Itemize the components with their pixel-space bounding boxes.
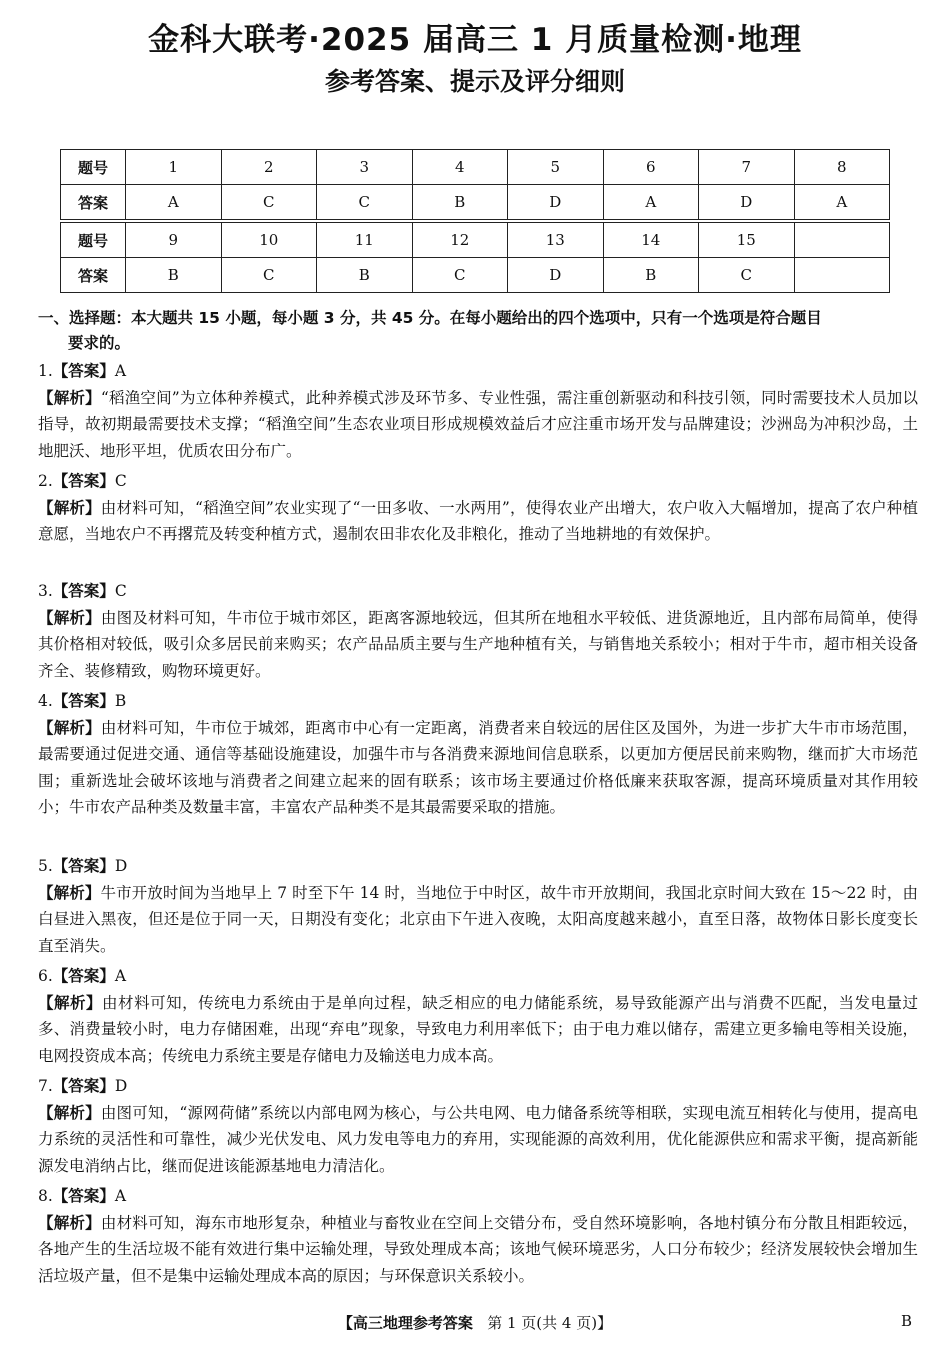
table-cell: A bbox=[126, 185, 222, 222]
answer-line bbox=[38, 963, 918, 990]
document-subtitle: 参考答案、提示及评分细则 bbox=[324, 67, 625, 96]
answer-value: D bbox=[114, 1077, 128, 1095]
question-block bbox=[38, 468, 918, 548]
row-label: 题号 bbox=[61, 150, 126, 185]
section-heading-line: 一、选择题：本大题共 15 小题，每小题 3 分，共 45 分。在每小题给出的四个选项中，只有一个选项是符合题目 bbox=[38, 309, 822, 327]
explanation bbox=[38, 385, 918, 465]
table-cell: A bbox=[794, 185, 890, 222]
answer-tag: 【答案】 bbox=[52, 857, 115, 875]
answer-line bbox=[38, 578, 918, 605]
question-number: 8. bbox=[38, 1187, 53, 1205]
explanation-text: 由材料可知，牛市位于城郊，距离市中心有一定距离，消费者来自较远的居住区及国外，为进一步扩大牛市市场范围，最需要通过促进交通、通信等基础设施建设，加强牛市与各消费来源地间信息联系，以更加方便居民前来购物，继而扩大市场范围；重新选址会破坏该地与消费者之间建立起来的固有联系；该市场主要通过价格低廉来获取客源，提高环境质量对其作用较小；牛市农产品种类及数量丰富，丰富农产品种类不是其最需要采取的措施。 bbox=[38, 718, 918, 816]
table-cell: B bbox=[126, 258, 222, 293]
table-cell: 6 bbox=[603, 150, 699, 185]
table-cell: 15 bbox=[699, 221, 795, 258]
question-number: 2. bbox=[38, 472, 53, 490]
table-cell: 12 bbox=[412, 221, 508, 258]
table-cell: 9 bbox=[126, 221, 222, 258]
answer-tag: 【答案】 bbox=[52, 692, 115, 710]
table-cell: B bbox=[412, 185, 508, 222]
explain-tag: 【解析】 bbox=[38, 1213, 101, 1232]
answer-value: A bbox=[114, 967, 127, 985]
answer-tag: 【答案】 bbox=[52, 362, 115, 380]
explanation bbox=[38, 715, 918, 821]
table-cell: C bbox=[317, 185, 413, 222]
explanation-text: 由图及材料可知，牛市位于城市郊区，距离客源地较远，但其所在地租水平较低、进货源地近，且内部布局简单，使得其价格相对较低，吸引众多居民前来购买；农产品品质主要与生产地种植有关，与销售地关系较小；相对于牛市，超市相关设备齐全、装修精致，购物环境更好。 bbox=[38, 608, 918, 680]
explanation bbox=[38, 495, 918, 548]
answer-tag: 【答案】 bbox=[52, 582, 115, 600]
explain-tag: 【解析】 bbox=[38, 388, 101, 407]
table-cell: D bbox=[699, 185, 795, 222]
answer-line bbox=[38, 1183, 918, 1210]
table-cell: C bbox=[412, 258, 508, 293]
question-number: 4. bbox=[38, 692, 53, 710]
explanation-text: 由图可知，“源网荷储”系统以内部电网为核心，与公共电网、电力储备系统等相联，实现电流互相转化与使用，提高电力系统的灵活性和可靠性，减少光伏发电、风力发电等电力的弃用，实现能源的高效利用，优化能源供应和需求平衡，提高新能源发电消纳占比，继而促进该能源基地电力清洁化。 bbox=[38, 1103, 918, 1175]
answer-line bbox=[38, 853, 918, 880]
answer-tag: 【答案】 bbox=[52, 967, 115, 985]
question-block bbox=[38, 853, 918, 959]
question-block bbox=[38, 578, 918, 684]
explain-tag: 【解析】 bbox=[38, 993, 103, 1012]
table-cell: D bbox=[508, 185, 604, 222]
footer-label: 【高三地理参考答案 bbox=[337, 1314, 473, 1332]
answer-value: A bbox=[114, 362, 127, 380]
table-cell: B bbox=[317, 258, 413, 293]
question-number: 1. bbox=[38, 362, 53, 380]
table-cell: C bbox=[221, 185, 317, 222]
table-cell: 14 bbox=[603, 221, 699, 258]
table-cell: 5 bbox=[508, 150, 604, 185]
answer-value: D bbox=[114, 857, 128, 875]
table-cell: 13 bbox=[508, 221, 604, 258]
question-block bbox=[38, 1183, 918, 1289]
page-footer bbox=[0, 1312, 950, 1333]
explanation-text: 由材料可知，海东市地形复杂，种植业与畜牧业在空间上交错分布，受自然环境影响，各地村镇分布分散且相距较远，各地产生的生活垃圾不能有效进行集中运输处理，导致处理成本高；该地气候环境恶劣，人口分布较少；经济发展较快会增加生活垃圾产量，但不是集中运输处理成本高的原因；与环保意识关系较小。 bbox=[38, 1213, 918, 1285]
answer-value: C bbox=[114, 472, 127, 490]
table-cell bbox=[794, 221, 890, 258]
explanation bbox=[38, 605, 918, 685]
page-number: 第 1 页(共 4 页)】 bbox=[487, 1314, 613, 1332]
explanation-text: 由材料可知，“稻渔空间”农业实现了“一田多收、一水两用”，使得农业产出增大，农户收入大幅增加，提高了农户种植意愿，当地农户不再撂荒及转变种植方式，遏制农田非农化及非粮化，推动了当地耕地的有效保护。 bbox=[38, 498, 918, 543]
explanation-text: “稻渔空间”为立体种养模式，此种养模式涉及环节多、专业性强，需注重创新驱动和科技引领，同时需要技术人员加以指导，故初期最需要技术支撑；“稻渔空间”生态农业项目形成规模效益后才应注重市场开发与品牌建设；沙洲岛为冲积沙岛，土地肥沃、地形平坦，优质农田分布广。 bbox=[38, 388, 918, 460]
table-row bbox=[61, 258, 890, 293]
explanation bbox=[38, 880, 918, 960]
explain-tag: 【解析】 bbox=[38, 1103, 101, 1122]
table-row bbox=[61, 150, 890, 185]
question-number: 5. bbox=[38, 857, 53, 875]
answer-line bbox=[38, 468, 918, 495]
answer-line bbox=[38, 1073, 918, 1100]
answer-tag: 【答案】 bbox=[52, 1187, 115, 1205]
row-label: 答案 bbox=[61, 258, 126, 293]
answer-value: B bbox=[114, 692, 127, 710]
question-block bbox=[38, 688, 918, 821]
table-cell: 1 bbox=[126, 150, 222, 185]
question-block bbox=[38, 1073, 918, 1179]
table-cell: 10 bbox=[221, 221, 317, 258]
table-cell: B bbox=[603, 258, 699, 293]
table-cell: D bbox=[508, 258, 604, 293]
question-number: 6. bbox=[38, 967, 53, 985]
answer-tag: 【答案】 bbox=[52, 1077, 115, 1095]
explain-tag: 【解析】 bbox=[38, 718, 101, 737]
answer-tag: 【答案】 bbox=[52, 472, 115, 490]
table-row bbox=[61, 221, 890, 258]
section-heading bbox=[38, 306, 918, 356]
answer-table bbox=[60, 149, 890, 293]
table-cell: A bbox=[603, 185, 699, 222]
table-cell bbox=[794, 258, 890, 293]
explain-tag: 【解析】 bbox=[38, 883, 101, 902]
table-cell: 7 bbox=[699, 150, 795, 185]
explanation-text: 牛市开放时间为当地早上 7 时至下午 14 时，当地位于中时区，故牛市开放期间，我国北京时间大致在 15～22 时，由白昼进入黑夜，但还是位于同一天，日期没有变化；北京由下午进入夜晚，太阳高度越来越小，直至日落，故物体日影长度变长直至消失。 bbox=[38, 883, 918, 955]
answer-value: A bbox=[114, 1187, 127, 1205]
row-label: 题号 bbox=[61, 221, 126, 258]
question-block bbox=[38, 963, 918, 1069]
answer-line bbox=[38, 688, 918, 715]
table-cell: 11 bbox=[317, 221, 413, 258]
answer-value: C bbox=[114, 582, 127, 600]
table-row bbox=[61, 185, 890, 222]
document-title: 金科大联考·2025 届高三 1 月质量检测·地理 bbox=[148, 22, 802, 58]
explain-tag: 【解析】 bbox=[38, 498, 101, 517]
table-cell: 8 bbox=[794, 150, 890, 185]
section-heading-line: 要求的。 bbox=[68, 334, 131, 352]
table-cell: C bbox=[699, 258, 795, 293]
answer-line bbox=[38, 358, 918, 385]
question-number: 7. bbox=[38, 1077, 53, 1095]
row-label: 答案 bbox=[61, 185, 126, 222]
version-mark: B bbox=[900, 1312, 912, 1330]
explain-tag: 【解析】 bbox=[38, 608, 101, 627]
explanation-text: 由材料可知，传统电力系统由于是单向过程，缺乏相应的电力储能系统，易导致能源产出与消费不匹配，当发电量过多、消费量较小时，电力存储困难，出现“弃电”现象，导致电力利用率低下；由于电力难以储存，需建立更多输电等相关设施，电网投资成本高；传统电力系统主要是存储电力及输送电力成本高。 bbox=[38, 993, 918, 1065]
explanation bbox=[38, 1210, 918, 1290]
explanation bbox=[38, 1100, 918, 1180]
question-number: 3. bbox=[38, 582, 53, 600]
table-cell: C bbox=[221, 258, 317, 293]
question-block bbox=[38, 358, 918, 464]
explanation bbox=[38, 990, 918, 1070]
table-cell: 4 bbox=[412, 150, 508, 185]
table-cell: 2 bbox=[221, 150, 317, 185]
table-cell: 3 bbox=[317, 150, 413, 185]
